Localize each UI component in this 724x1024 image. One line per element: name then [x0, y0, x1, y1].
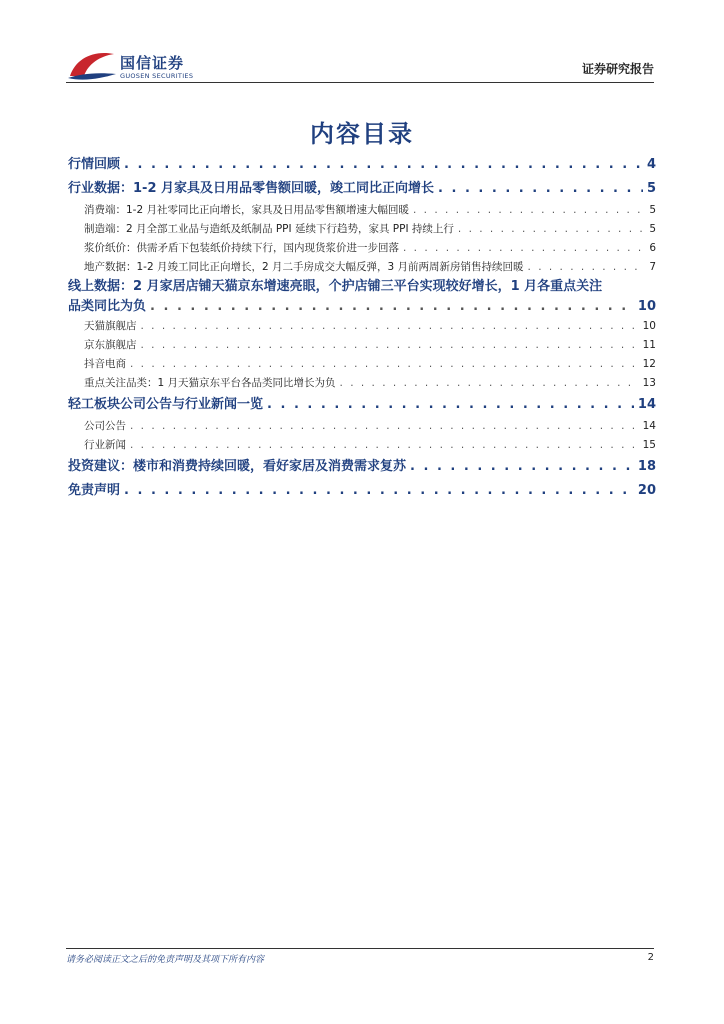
toc-entry-title: 浆价纸价：供需矛盾下包装纸价持续下行，国内现货浆价进一步回落 — [84, 242, 399, 254]
toc-subentry[interactable] — [68, 336, 656, 355]
toc-entry-page: 13 — [642, 377, 656, 389]
toc-entry-page: 18 — [637, 459, 656, 474]
toc-subentry[interactable] — [68, 317, 656, 336]
toc-entry[interactable] — [68, 393, 656, 417]
page-header — [0, 0, 724, 90]
toc-entry-title: 行业新闻 — [84, 439, 126, 451]
toc-leader-dots — [413, 201, 645, 220]
toc-entry[interactable] — [68, 455, 656, 479]
toc-leader-dots — [403, 239, 645, 258]
toc-entry-page: 14 — [642, 420, 656, 432]
page-number: 2 — [647, 952, 654, 963]
toc-leader-dots — [141, 317, 639, 336]
toc-subentry[interactable] — [68, 239, 656, 258]
toc-subentry[interactable] — [68, 374, 656, 393]
toc-subentry[interactable] — [68, 220, 656, 239]
toc-entry-page: 14 — [637, 397, 656, 412]
toc-leader-dots — [340, 374, 639, 393]
toc-entry-page: 7 — [649, 261, 656, 273]
toc-entry-page: 20 — [637, 483, 656, 498]
toc-entry-title: 地产数据：1-2 月竣工同比正向增长，2 月二手房成交大幅反弹，3 月前两周新房销售持续回暖 — [84, 261, 524, 273]
toc-subentry[interactable] — [68, 417, 656, 436]
toc-leader-dots — [130, 417, 639, 436]
toc-entry-title: 天猫旗舰店 — [84, 320, 137, 332]
toc-entry[interactable] — [68, 153, 656, 177]
disclaimer-note: 请务必阅读正文之后的免责声明及其项下所有内容 — [66, 955, 265, 965]
toc-leader-dots — [130, 355, 639, 374]
toc-entry-title: 公司公告 — [84, 420, 126, 432]
toc-entry-page: 15 — [642, 439, 656, 451]
toc-entry-title: 投资建议：楼市和消费持续回暖，看好家居及消费需求复苏 — [68, 459, 407, 474]
toc-entry-page: 10 — [637, 299, 656, 314]
toc-entry-title: 抖音电商 — [84, 358, 126, 370]
toc-entry-title: 消费端：1-2 月社零同比正向增长，家具及日用品零售额增速大幅回暖 — [84, 204, 409, 216]
report-type-label: 证券研究报告 — [581, 62, 654, 76]
toc-leader-dots — [130, 436, 639, 455]
toc-leader-dots — [458, 220, 645, 239]
toc-leader-dots — [150, 297, 634, 317]
toc-leader-dots — [267, 393, 634, 417]
toc-title: 内容目录 — [310, 120, 414, 148]
toc-entry-page: 10 — [642, 320, 656, 332]
toc-entry-page: 5 — [649, 223, 656, 235]
guosen-emblem-icon — [66, 48, 118, 82]
toc-subentry[interactable] — [68, 201, 656, 220]
toc-entry-page: 4 — [646, 157, 656, 172]
toc-entry[interactable] — [68, 277, 656, 317]
toc-leader-dots — [410, 455, 634, 479]
toc-entry-page: 12 — [642, 358, 656, 370]
header-divider — [66, 82, 654, 83]
toc-entry-title: 免责声明 — [68, 483, 121, 498]
logo-english-name: GUOSEN SECURITIES — [120, 72, 194, 80]
toc-entry[interactable] — [68, 479, 656, 503]
toc-entry-title: 行业数据：1-2 月家具及日用品零售额回暖，竣工同比正向增长 — [68, 181, 435, 196]
logo-chinese-name: 国信证券 — [120, 54, 185, 72]
toc-leader-dots — [124, 153, 643, 177]
toc-subentry[interactable] — [68, 258, 656, 277]
toc-entry-page: 5 — [649, 204, 656, 216]
toc-entry-title: 重点关注品类：1 月天猫京东平台各品类同比增长为负 — [84, 377, 336, 389]
toc-entry-title-line1: 线上数据：2 月家居店铺天猫京东增速亮眼，个护店铺三平台实现较好增长，1 月各重点关注 — [68, 279, 603, 294]
toc-subentry[interactable] — [68, 355, 656, 374]
toc-entry-title: 轻工板块公司公告与行业新闻一览 — [68, 397, 264, 412]
toc-entry-title-line2: 品类同比为负 — [68, 299, 147, 314]
toc-entry-page: 11 — [642, 339, 656, 351]
toc-leader-dots — [528, 258, 646, 277]
table-of-contents — [68, 153, 656, 503]
toc-leader-dots — [438, 177, 643, 201]
toc-entry-title: 制造端：2 月全部工业品与造纸及纸制品 PPI 延续下行趋势，家具 PPI 持续上行 — [84, 223, 454, 235]
toc-entry-page: 6 — [649, 242, 656, 254]
toc-entry[interactable] — [68, 177, 656, 201]
toc-entry-page: 5 — [646, 181, 656, 196]
toc-entry-title: 行情回顾 — [68, 157, 121, 172]
toc-leader-dots — [141, 336, 639, 355]
toc-subentry[interactable] — [68, 436, 656, 455]
toc-entry-title: 京东旗舰店 — [84, 339, 137, 351]
footer-divider — [66, 948, 654, 949]
toc-leader-dots — [124, 479, 634, 503]
